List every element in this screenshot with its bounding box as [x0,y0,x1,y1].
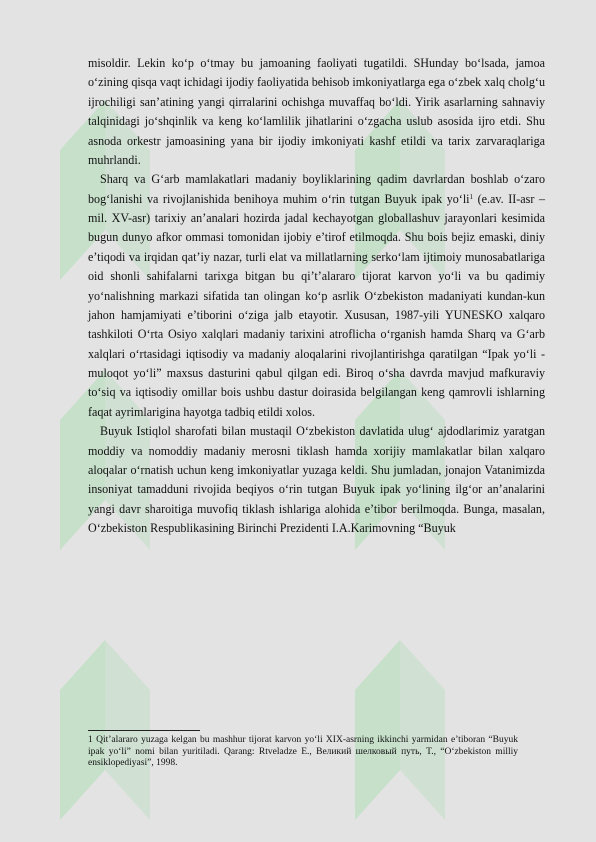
paragraph [88,170,545,422]
paragraph: Buyuk Istiqlol sharofati bilan mustaqil O‘zbekiston davlatida ulug‘ ajdodlarimiz yaratgan moddiy va nomoddiy madaniy merosni tiklash hamda xorijiy mamlakatlar bilan xalqaro aloqalar o‘rnatish uchun keng imkoniyatlar yuzaga keldi. Shu jumladan, jonajon Vatanimizda insoniyat tamadduni rivojida beqiyos o‘rin tutgan Buyuk ipak yo‘lining ilg‘or an’analarini yangi davr sharoitiga muvofiq tiklash ishlariga alohida e’tibor berilmoqda. Bunga, masalan, O‘zbekiston Respublikasining Birinchi Prezidenti I.A.Karimovning “Buyuk [88,424,545,535]
paragraph: misoldir. Lekin ko‘p o‘tmay bu jamoaning faoliyati tugatildi. SHunday bo‘lsada, jamoa o‘zining qisqa vaqt ichidagi ijodiy faoliyatida behisob imkoniyatlarga ega o‘zbek xalq cholg‘u ijrochiligi san’atining yangi qirralarini ochishga muvaffaq bo‘ldi. Yirik asarlarning sahnaviy talqinidagi jo‘shqinlik va keng ko‘lamlilik jihatlarini o‘zgacha uslub asosida ijro etdi. Shu asnoda orkestr jamoasining yana bir ijodiy imkoniyati kashf etildi va tarix zarvaraqlariga muhrlandi. [88,56,545,167]
watermark-arrow-icon [355,640,445,820]
paragraph-text: (e.av. II-asr – mil. XV-asr) tarixiy an’analari hozirda jadal kechayotgan globallashuv jarayonlari kesimida bugun dunyo afkor ommasi tomonidan ijobiy e’tirof etilmoqda. Shu bois bejiz emaski, diniy e’tiqodi va irqidan qat’iy nazar, turli elat va millatlarning serko‘lam ijtimoiy munosabatlariga oid shonli sahifalarni tarixga bitgan bu qi’t’alararo tijorat karvon yo‘li va bu qadimiy yo‘nalishning markazi sifatida tan olingan ko‘p asrlik O‘zbekiston madaniyati kundan-kun jahon hamjamiyati e’tiborini o‘ziga jalb etayotir. Xususan, 1987-yili YUNESKO xalqaro tashkiloti O‘rta Osiyo xalqlari madaniy tarixini atroflicha o‘rganish hamda Sharq va G‘arb xalqlari o‘rtasidagi iqtisodiy va madaniy aloqalarini rivojlantirishga qaratilgan “Ipak yo‘li - muloqot yo‘li” maxsus dasturini qabul qilgan edi. Biroq o‘sha davrda mavjud mafkuraviy to‘siq va iqtisodiy omillar bois ushbu dastur doirasida belgilangan keng qamrovli ishlarning faqat ayrimlarigina hayotga tadbiq etildi xolos. [88,191,546,419]
body-text [88,54,545,538]
paragraph-text: Sharq va G‘arb mamlakatlari madaniy boyliklarining qadim davrlardan boshlab o‘zaro bog‘lanishi va rivojlanishida benihoya muhim o‘rin tutgan Buyuk ipak yo‘li [88,172,545,206]
footnote: 1 Qit’alararo yuzaga kelgan bu mashhur tijorat karvon yo‘li XIX-asrning ikkinchi yarmidan e’tiboran “Buyuk ipak yo‘li” nomi bilan yuritiladi. Qarang: Rtveladze E., Великий шелковый путь, T., “O‘zbekiston milliy ensiklopediyasi”, 1998. [88,735,518,769]
footnote-divider [88,730,200,731]
footnote-reference: 1 [469,192,474,201]
